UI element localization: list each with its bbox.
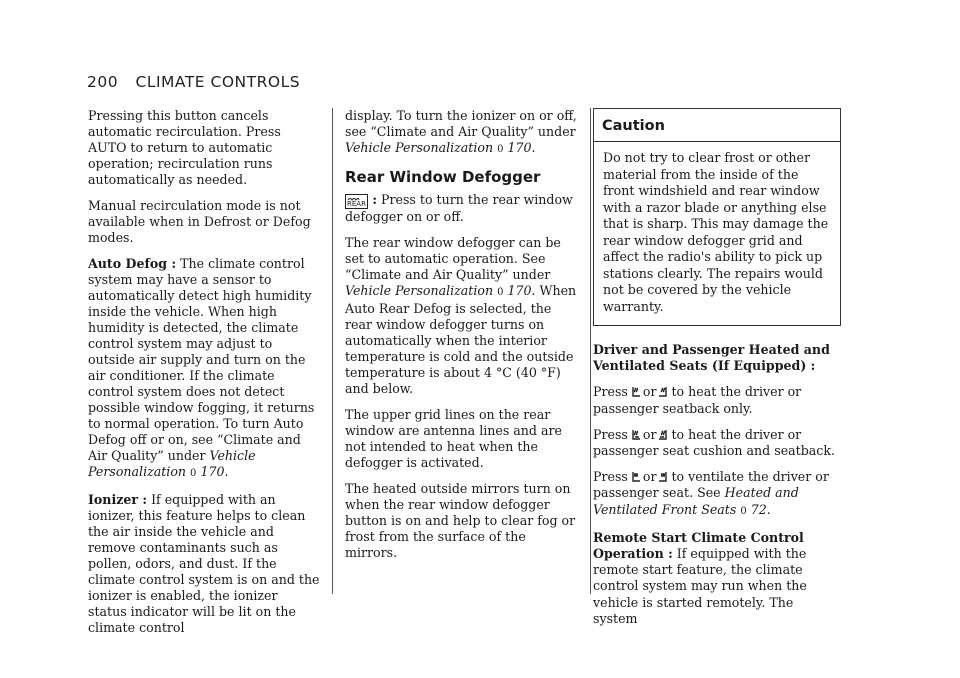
heated-seatback-driver-icon <box>630 386 641 399</box>
heated-seatback-passenger-icon <box>658 386 669 399</box>
paragraph: Pressing this button cancels automatic recirculation. Press AUTO to return to automatic operation; recirculation runs automatically as needed. <box>88 108 281 187</box>
reference-page: 170 <box>507 283 532 298</box>
seat-instruction: Press or to ventilate the driver or passenger seat. See Heated and Ventilated Front Seats 0 72. <box>593 469 829 517</box>
remote-start-label: Remote Start Climate Control Operation : <box>593 529 804 562</box>
reference-page: 170 <box>200 464 225 479</box>
page-ref-arrow-icon: 0 <box>740 505 747 517</box>
caution-body: Do not try to clear frost or other material from the inside of the front windshield and rear window with a razor blade or anything else that is sharp. This may damage the rear window defogger grid and affect the radio's ability to pick up stations clearly. The repairs would not be covered by the vehicle warranty. <box>603 150 829 314</box>
cross-reference: Vehicle Personalization <box>345 140 494 155</box>
reference-page: 170 <box>507 140 532 155</box>
column-3 <box>593 108 841 637</box>
heated-seat-driver-icon <box>630 429 641 442</box>
paragraph: The upper grid lines on the rear window are antenna lines and are not intended to heat when the defogger is activated. <box>345 407 562 470</box>
column-divider-1 <box>332 108 333 594</box>
section-title: CLIMATE CONTROLS <box>135 73 301 91</box>
cross-reference: Vehicle Personalization <box>88 448 256 479</box>
cross-reference: Vehicle Personalization <box>345 283 494 298</box>
ionizer-paragraph: Ionizer : If equipped with an ionizer, this feature helps to clean the air inside the vehicle and remove contaminants such as pollen, odors, and dust. If the climate control system is on and the ionizer is enabled, the ionizer status indicator will be lit on the climate control <box>88 492 320 635</box>
paragraph: display. To turn the ionizer on or off, see “Climate and Air Quality” under Vehicle Personalization 0 170. <box>345 108 577 155</box>
rear-defog-paragraph: REAR : Press to turn the rear window defogger on or off. <box>345 192 573 224</box>
cross-reference: Heated and Ventilated Front Seats <box>593 485 799 517</box>
column-2 <box>345 108 581 571</box>
column-1 <box>88 108 320 646</box>
remote-start-paragraph: Remote Start Climate Control Operation : If equipped with the remote start feature, the climate control system may run when the vehicle is started remotely. The system <box>593 529 807 626</box>
ionizer-label: Ionizer : <box>88 492 148 507</box>
caution-box <box>593 108 841 326</box>
page-ref-arrow-icon: 0 <box>190 468 197 479</box>
page-ref-arrow-icon: 0 <box>497 144 504 155</box>
seat-instruction: Press or to heat the driver or passenger seat cushion and seatback. <box>593 426 835 459</box>
page-number: 200 <box>87 73 119 91</box>
ventilated-seat-passenger-icon <box>658 471 669 484</box>
section-heading: Rear Window Defogger <box>345 168 541 186</box>
page-ref-arrow-icon: 0 <box>497 287 504 298</box>
auto-defog-paragraph: Auto Defog : The climate control system may have a sensor to automatically detect high humidity inside the vehicle. When high humidity is detected, the climate control system may adjust to outside air supply and turn on the air conditioner. If the climate control system does not detect possible window fogging, it returns to normal operation. To turn Auto Defog off or on, see “Climate and Air Quality” under Vehicle Personalization 0 170. <box>88 256 315 479</box>
paragraph: Manual recirculation mode is not available when in Defrost or Defog modes. <box>88 198 311 245</box>
page-header <box>87 73 300 91</box>
reference-page: 72 <box>750 501 767 517</box>
heated-seat-passenger-icon <box>658 429 669 442</box>
paragraph: The heated outside mirrors turn on when the rear window defogger button is on and help to clear fog or frost from the surface of the mirrors. <box>345 481 576 560</box>
rear-defrost-icon: REAR <box>345 194 368 209</box>
paragraph: The rear window defogger can be set to automatic operation. See “Climate and Air Quality” under Vehicle Personalization 0 170. When Auto Rear Defog is selected, the rear window defogger turns on automatically when the interior temperature is cold and the outside temperature is about 4 °C (40 °F) and below. <box>345 235 577 396</box>
seat-instruction: Press or to heat the driver or passenger seatback only. <box>593 384 802 416</box>
seats-heading: Driver and Passenger Heated and Ventilated Seats (If Equipped) : <box>593 342 830 374</box>
auto-defog-label: Auto Defog : <box>88 256 177 271</box>
column-divider-2 <box>590 108 591 594</box>
ventilated-seat-driver-icon <box>630 471 641 484</box>
caution-title: Caution <box>594 109 840 142</box>
